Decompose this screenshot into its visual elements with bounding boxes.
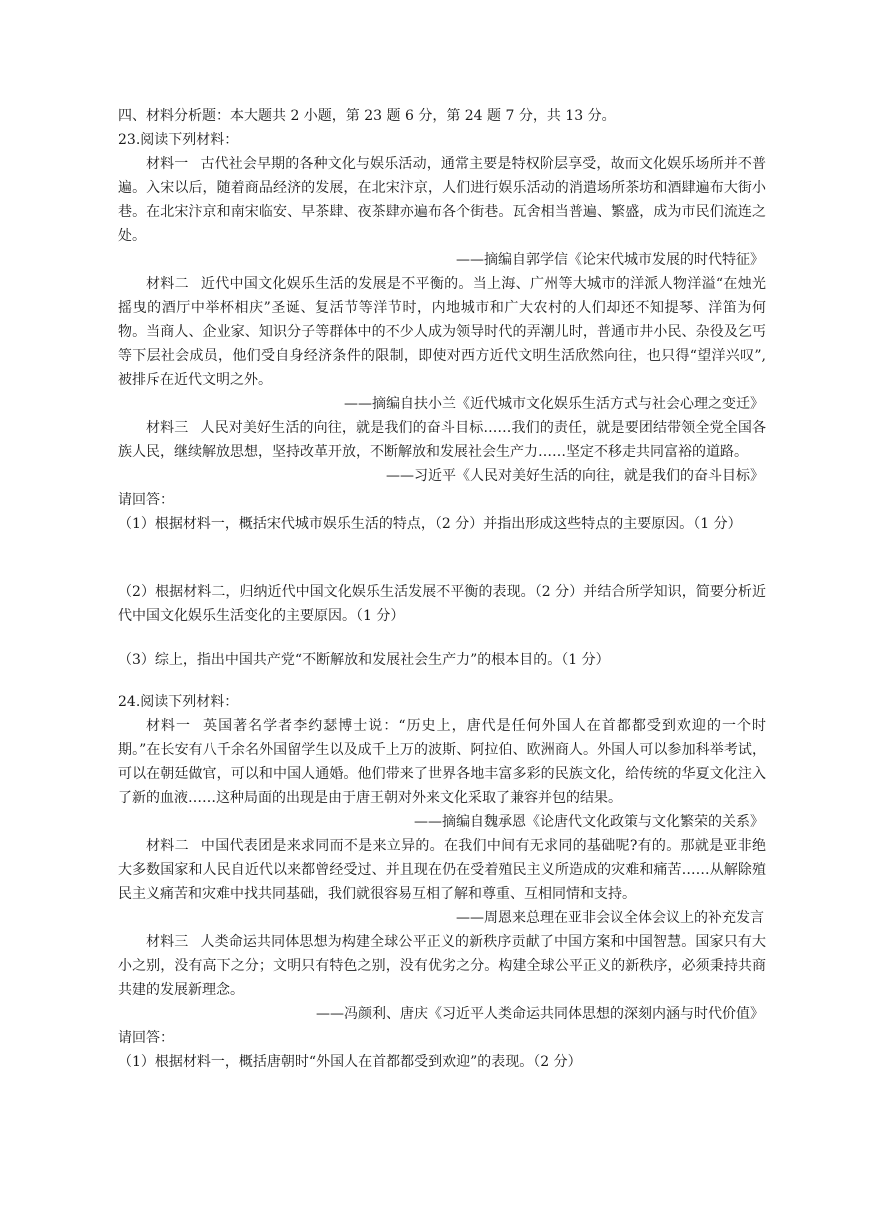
- question-23-title: 23.阅读下列材料：: [118, 132, 239, 148]
- q23-subquestion-1: （1）根据材料一，概括宋代城市娱乐生活的特点，（2 分）并指出形成这些特点的主要原因。（1 分）: [118, 516, 742, 532]
- material-label: 材料二: [146, 838, 189, 854]
- question-23: [118, 128, 768, 690]
- q24-subquestion-1: （1）根据材料一，概括唐朝时“外国人在首都都受到欢迎”的表现。（2 分）: [118, 1054, 582, 1070]
- exam-page: [118, 104, 768, 1074]
- material-text: 人民对美好生活的向往，就是我们的奋斗目标……我们的责任，就是要团结带领全党全国各族人民，继续解放思想，坚持改革开放，不断解放和发展社会生产力……坚定不移走共同富裕的道路。: [118, 420, 767, 460]
- material-label: 材料一: [146, 718, 192, 734]
- q23-material-1: [118, 152, 766, 248]
- q23-material-2: [118, 272, 766, 392]
- q24-material-3: [118, 930, 766, 1002]
- q24-material-2-source: ——周恩来总理在亚非会议全体会议上的补充发言: [456, 910, 764, 926]
- material-text: 人类命运共同体思想为构建全球公平正义的新秩序贡献了中国方案和中国智慧。国家只有大小之别，没有高下之分；文明只有特色之别，没有优劣之分。构建全球公平正义的新秩序，必须秉持共商共建的发展新理念。: [118, 934, 767, 998]
- material-label: 材料三: [146, 934, 189, 950]
- q23-subquestion-2: （2）根据材料二，归纳近代中国文化娱乐生活发展不平衡的表现。（2 分）并结合所学知识，简要分析近代中国文化娱乐生活变化的主要原因。（1 分）: [118, 584, 766, 624]
- material-label: 材料一: [146, 156, 189, 172]
- answer-space: [118, 628, 768, 648]
- q23-prompt: 请回答：: [118, 492, 174, 508]
- answer-space: [118, 672, 768, 690]
- material-label: 材料二: [146, 276, 189, 292]
- material-label: 材料三: [146, 420, 189, 436]
- material-text: 古代社会早期的各种文化与娱乐活动，通常主要是特权阶层享受，故而文化娱乐场所并不普遍。入宋以后，随着商品经济的发展，在北宋汴京，人们进行娱乐活动的消遣场所茶坊和酒肆遍布大街小巷。在北宋汴京和南宋临安、早茶肆、夜茶肆亦遍布各个街巷。瓦舍相当普遍、繁盛，成为市民们流连之处。: [118, 156, 767, 244]
- q24-material-1: [118, 714, 766, 810]
- material-text: 英国著名学者李约瑟博士说：“历史上，唐代是任何外国人在首都都受到欢迎的一个时期。”在长安有八千余名外国留学生以及成千上万的波斯、阿拉伯、欧洲商人。外国人可以参加科举考试，可以在朝廷做官，可以和中国人通婚。他们带来了世界各地丰富多彩的民族文化，给传统的华夏文化注入了新的血液……这种局面的出现是由于唐王朝对外来文化采取了兼容并包的结果。: [118, 718, 767, 806]
- q23-material-3: [118, 416, 766, 464]
- q23-material-2-source: ——摘编自扶小兰《近代城市文化娱乐生活方式与社会心理之变迁》: [344, 396, 764, 412]
- q24-material-1-source: ——摘编自魏承恩《论唐代文化政策与文化繁荣的关系》: [414, 814, 764, 830]
- section-header: 四、材料分析题：本大题共 2 小题，第 23 题 6 分，第 24 题 7 分，共 13 分。: [118, 108, 616, 124]
- q24-material-2: [118, 834, 766, 906]
- material-text: 中国代表团是来求同而不是来立异的。在我们中间有无求同的基础呢?有的。那就是亚非绝大多数国家和人民自近代以来都曾经受过、并且现在仍在受着殖民主义所造成的灾难和痛苦……从解除殖民主义痛苦和灾难中找共同基础，我们就很容易互相了解和尊重、互相同情和支持。: [118, 838, 767, 902]
- q23-material-1-source: ——摘编自郭学信《论宋代城市发展的时代特征》: [456, 252, 764, 268]
- answer-space: [118, 536, 768, 580]
- question-24: [118, 690, 768, 1074]
- q24-prompt: 请回答：: [118, 1030, 174, 1046]
- q24-material-3-source: ——冯颜利、唐庆《习近平人类命运共同体思想的深刻内涵与时代价值》: [316, 1006, 764, 1022]
- q23-subquestion-3: （3）综上，指出中国共产党“不断解放和发展社会生产力”的根本目的。（1 分）: [118, 652, 610, 668]
- question-24-title: 24.阅读下列材料：: [118, 694, 239, 710]
- material-text: 近代中国文化娱乐生活的发展是不平衡的。当上海、广州等大城市的洋派人物洋溢“在烛光摇曳的酒厅中举杯相庆”圣诞、复活节等洋节时，内地城市和广大农村的人们却还不知提琴、洋笛为何物。当商人、企业家、知识分子等群体中的不少人成为领导时代的弄潮儿时，普通市井小民、杂役及乞丐等下层社会成员，他们受自身经济条件的限制，即使对西方近代文明生活欣然向往，也只得“望洋兴叹”,被排斥在近代文明之外。: [118, 276, 767, 388]
- q23-material-3-source: ——习近平《人民对美好生活的向往，就是我们的奋斗目标》: [386, 468, 764, 484]
